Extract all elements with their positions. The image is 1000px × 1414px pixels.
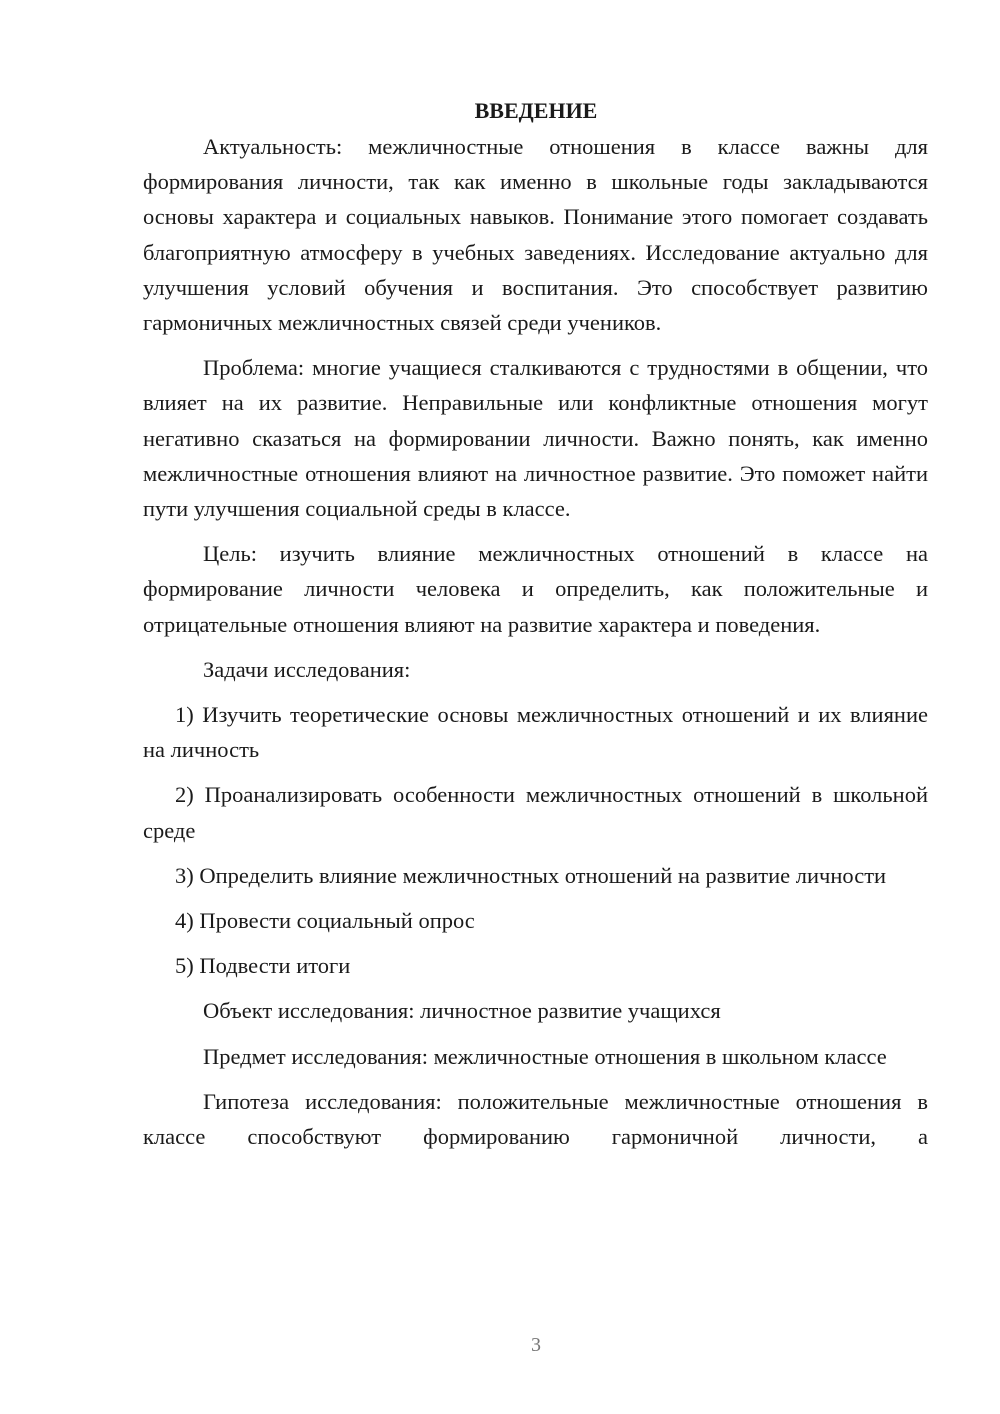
- task-item-1: 1) Изучить теоретические основы межличностных отношений и их влияние на личность: [143, 702, 928, 763]
- tasks-heading: Задачи исследования:: [203, 656, 411, 682]
- relevance-paragraph: Актуальность: межличностные отношения в классе важны для формирования личности, так как именно в школьные годы закладываются основы характера и социальных навыков. Понимание этого помогает создавать благоприятную атмосферу в учебных заведениях. Исследование актуально для улучшения условий обучения и воспитания. Это способствует развитию гармоничных межличностных связей среди учеников.: [143, 134, 928, 336]
- document-page: [143, 96, 928, 1154]
- hypothesis-paragraph: Гипотеза исследования: положительные межличностные отношения в классе способствуют формированию гармоничной личности, а: [143, 1088, 928, 1150]
- goal-paragraph: Цель: изучить влияние межличностных отношений в классе на формирование личности человека и определить, как положительные и отрицательные отношения влияют на развитие характера и поведения.: [143, 541, 928, 637]
- task-item-2: 2) Проанализировать особенности межличностных отношений в школьной среде: [143, 782, 928, 843]
- object-paragraph: Объект исследования: личностное развитие учащихся: [203, 998, 721, 1024]
- subject-paragraph: Предмет исследования: межличностные отношения в школьном классе: [203, 1043, 887, 1069]
- page-number: 3: [531, 1334, 541, 1356]
- task-item-3: 3) Определить влияние межличностных отношений на развитие личности: [175, 862, 887, 888]
- problem-paragraph: Проблема: многие учащиеся сталкиваются с трудностями в общении, что влияет на их развитие. Неправильные или конфликтные отношения могут негативно сказаться на формировании личности. Важно понять, как именно межличностные отношения влияют на личностное развитие. Это поможет найти пути улучшения социальной среды в классе.: [143, 355, 928, 522]
- task-item-5: 5) Подвести итоги: [175, 953, 351, 979]
- task-item-4: 4) Провести социальный опрос: [175, 908, 475, 934]
- section-heading: ВВЕДЕНИЕ: [474, 98, 598, 123]
